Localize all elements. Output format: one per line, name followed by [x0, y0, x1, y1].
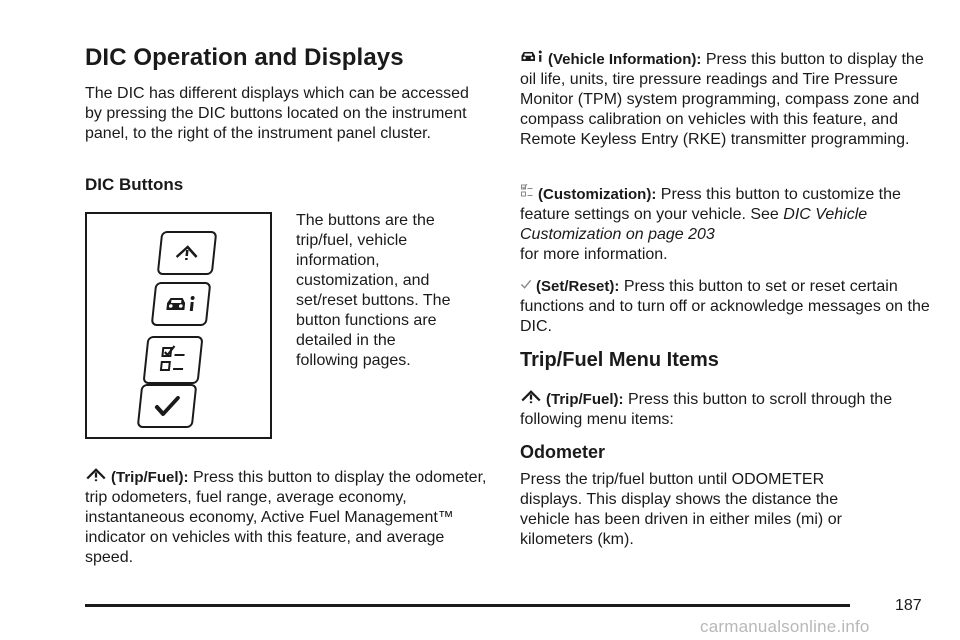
set-reset-button: [137, 384, 198, 428]
checkmark-icon: [153, 395, 181, 417]
page-title: DIC Operation and Displays: [85, 44, 404, 71]
set-reset-term: (Set/Reset):: [536, 278, 620, 295]
customization-term: (Customization):: [538, 186, 657, 203]
trip-fuel-button: [157, 231, 218, 275]
set-reset-paragraph: [520, 277, 930, 337]
customization-paragraph: [520, 183, 930, 265]
trip-fuel-menu-paragraph: [520, 390, 930, 430]
dic-buttons-figure: [85, 212, 272, 439]
vehicle-info-icon: [520, 49, 544, 70]
vehicle-info-icon: [164, 294, 198, 314]
checkmark-icon: [520, 277, 532, 297]
intro-paragraph: The DIC has different displays which can be accessed by pressing the DIC buttons located on the instrument panel, to the right of the instrument panel cluster.: [85, 85, 469, 142]
trip-fuel-text: Press this button to display the odometer, trip odometers, fuel range, average economy, instantaneous economy, Active Fuel Management™ indicator on vehicles with this feature, and average speed.: [85, 469, 487, 566]
odometer-heading: Odometer: [520, 442, 606, 462]
customization-link[interactable]: DIC Vehicle Customization on page 203: [520, 206, 868, 243]
trip-fuel-icon: [85, 468, 107, 488]
trip-fuel-menu-heading: Trip/Fuel Menu Items: [520, 349, 719, 371]
customization-icon: [157, 345, 188, 375]
customization-text-after: for more information.: [520, 246, 668, 263]
customization-text-before: Press this button to customize the feature settings on your vehicle. See: [520, 186, 901, 223]
vehicle-info-text: Press this button to display the oil life, units, tire pressure readings and Tire Pressure Monitor (TPM) system programming, compass zone and compass calibration on vehicles with this feature, and Remote Keyless Entry (RKE) transmitter programming.: [520, 51, 924, 148]
odometer-paragraph: Press the trip/fuel button until ODOMETER displays. This display shows the distance the vehicle has been driven in either miles (mi) or kilometers (km).: [520, 471, 842, 548]
page-number: 187: [895, 597, 922, 614]
trip-fuel-paragraph: [85, 468, 495, 568]
dic-buttons-heading: DIC Buttons: [85, 175, 184, 194]
trip-fuel-menu-text: Press this button to scroll through the following menu items:: [520, 391, 893, 428]
customization-icon: [520, 183, 534, 205]
trip-fuel-icon: [520, 390, 542, 410]
trip-fuel-term: (Trip/Fuel):: [111, 469, 189, 486]
vehicle-info-term: (Vehicle Information):: [548, 51, 702, 68]
trip-fuel-icon: [174, 245, 200, 261]
dic-buttons-description: The buttons are the trip/fuel, vehicle information, customization, and set/reset buttons. The button functions are detailed in the following pages.: [296, 212, 451, 369]
watermark: carmanualsonline.info: [700, 617, 870, 636]
vehicle-info-button: [151, 282, 212, 326]
footer-rule: [85, 604, 850, 607]
customization-button: [142, 336, 203, 384]
set-reset-text: Press this button to set or reset certain functions and to turn off or acknowledge messages on the DIC.: [520, 278, 930, 335]
trip-fuel-menu-term: (Trip/Fuel):: [546, 391, 624, 408]
vehicle-info-paragraph: [520, 49, 930, 150]
